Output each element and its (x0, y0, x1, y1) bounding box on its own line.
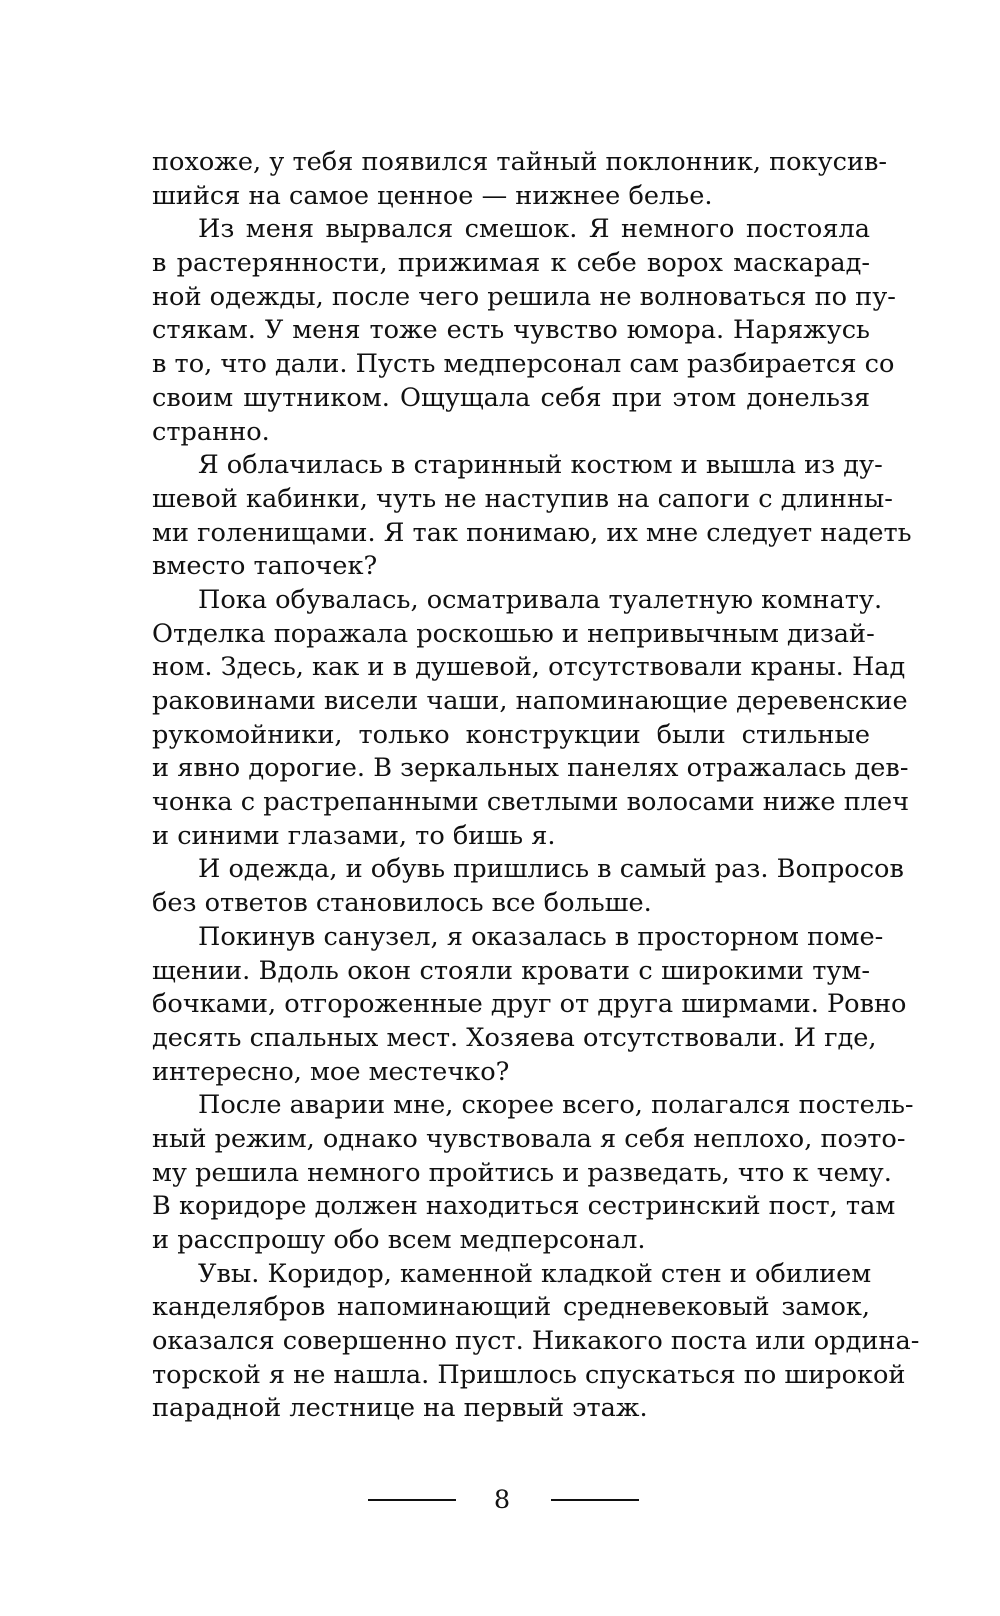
text-line: в растерянности, прижимая к себе ворох маскарад- (152, 248, 870, 279)
text-line: щении. Вдоль окон стояли кровати с широкими тум- (152, 955, 870, 986)
page-footer (0, 1480, 1000, 1520)
text-line: му решила немного пройтись и разведать, что к чему. (152, 1157, 892, 1188)
text-line: в то, что дали. Пусть медперсонал сам разбирается со (152, 349, 895, 380)
text-line: чонка с растрепанными светлыми волосами ниже плеч (152, 787, 910, 818)
text-line: и синими глазами, то бишь я. (152, 820, 556, 851)
footer-rule-right (551, 1499, 639, 1501)
text-line: Пока обувалась, осматривала туалетную комнату. (198, 584, 883, 615)
text-line: странно. (152, 416, 270, 447)
text-line: В коридоре должен находиться сестринский пост, там (152, 1191, 896, 1222)
text-line: без ответов становилось все больше. (152, 888, 652, 919)
text-line: и расспрошу обо всем медперсонал. (152, 1225, 646, 1255)
footer-rule-left (368, 1499, 456, 1501)
text-line: шийся на самое ценное — нижнее белье. (152, 180, 713, 211)
body-text (152, 146, 920, 1426)
text-line: стякам. У меня тоже есть чувство юмора. Наряжусь (152, 315, 870, 346)
text-line: вместо тапочек? (152, 551, 378, 582)
text-line: раковинами висели чаши, напоминающие деревенские (152, 686, 908, 716)
text-line: рукомойники, только конструкции были стильные (152, 719, 870, 750)
text-line: оказался совершенно пуст. Никакого поста или ордина- (152, 1326, 920, 1357)
text-line: Увы. Коридор, каменной кладкой стен и обилием (198, 1258, 872, 1289)
text-line: интересно, мое местечко? (152, 1056, 510, 1087)
text-line: Покинув санузел, я оказалась в просторном поме- (198, 921, 884, 952)
text-line: похоже, у тебя появился тайный поклонник, покусив- (152, 147, 888, 177)
text-line: ный режим, однако чувствовала я себя неплохо, поэто- (152, 1123, 906, 1154)
text-line: ной одежды, после чего решила не волноваться по пу- (152, 281, 896, 312)
text-line: Отделка поражала роскошью и непривычным дизай- (152, 618, 875, 649)
text-line: ми голенищами. Я так понимаю, их мне следует надеть (152, 517, 912, 548)
text-line: и явно дорогие. В зеркальных панелях отражалась дев- (152, 753, 909, 784)
text-line: десять спальных мест. Хозяева отсутствовали. И где, (152, 1022, 877, 1053)
text-line: торской я не нашла. Пришлось спускаться по широкой (152, 1359, 906, 1390)
text-line: Из меня вырвался смешок. Я немного постояла (198, 214, 870, 245)
text-line: шевой кабинки, чуть не наступив на сапоги с длинны- (152, 483, 893, 514)
text-line: своим шутником. Ощущала себя при этом донельзя (152, 382, 870, 413)
text-line: бочками, отгороженные друг от друга ширмами. Ровно (152, 989, 907, 1020)
text-line: парадной лестнице на первый этаж. (152, 1393, 648, 1424)
text-line: После аварии мне, скорее всего, полагался постель- (198, 1090, 914, 1121)
text-line: ном. Здесь, как и в душевой, отсутствовали краны. Над (152, 652, 906, 683)
page-number: 8 (493, 1485, 511, 1515)
text-line: канделябров напоминающий средневековый замок, (152, 1292, 870, 1323)
text-line: И одежда, и обувь пришлись в самый раз. Вопросов (198, 854, 904, 885)
text-line: Я облачилась в старинный костюм и вышла из ду- (198, 450, 883, 481)
